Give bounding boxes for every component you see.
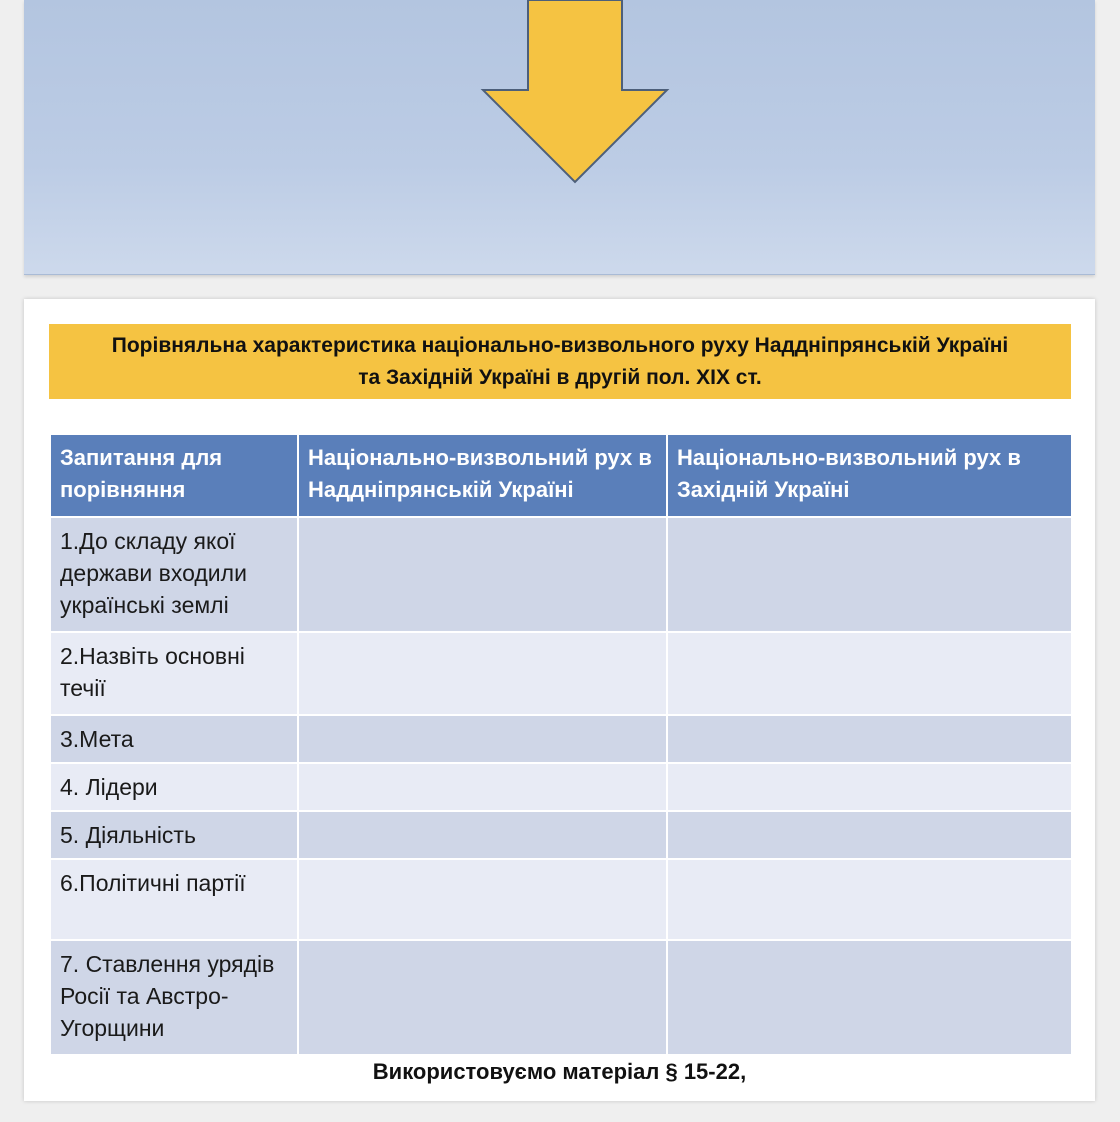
- table-row: [50, 940, 1072, 1055]
- table-row: [50, 715, 1072, 763]
- header-question: Запитання для порівняння: [50, 434, 298, 517]
- table-header-row: [50, 434, 1072, 517]
- answer-cell-zakhidna[interactable]: [667, 811, 1072, 859]
- title-banner: [49, 324, 1071, 399]
- answer-cell-naddnipryanska[interactable]: [298, 715, 667, 763]
- answer-cell-naddnipryanska[interactable]: [298, 517, 667, 632]
- answer-cell-naddnipryanska[interactable]: [298, 811, 667, 859]
- page-title: Порівняльна характеристика національно-визвольного руху Наддніпрянській Україні та Західній Україні в другій пол. ХІХ ст.: [111, 333, 1009, 389]
- answer-cell-zakhidna[interactable]: [667, 859, 1072, 940]
- top-slide: [24, 0, 1095, 275]
- answer-cell-zakhidna[interactable]: [667, 632, 1072, 715]
- footer-note: Використовуємо матеріал § 15-22,: [372, 1059, 747, 1084]
- question-cell: 4. Лідери: [50, 763, 298, 811]
- comparison-slide: [24, 299, 1095, 1101]
- question-cell: 5. Діяльність: [50, 811, 298, 859]
- question-cell: 3.Мета: [50, 715, 298, 763]
- answer-cell-naddnipryanska[interactable]: [298, 763, 667, 811]
- question-cell: 1.До складу якої держави входили українські землі: [50, 517, 298, 632]
- answer-cell-naddnipryanska[interactable]: [298, 632, 667, 715]
- answer-cell-zakhidna[interactable]: [667, 763, 1072, 811]
- question-cell: 7. Ставлення урядів Росії та Австро-Угорщини: [50, 940, 298, 1055]
- header-zakhidna: Національно-визвольний рух в Західній Україні: [667, 434, 1072, 517]
- answer-cell-naddnipryanska[interactable]: [298, 859, 667, 940]
- down-arrow-icon: [480, 0, 670, 185]
- answer-cell-zakhidna[interactable]: [667, 940, 1072, 1055]
- table-row: [50, 632, 1072, 715]
- answer-cell-zakhidna[interactable]: [667, 517, 1072, 632]
- table-row: [50, 859, 1072, 940]
- question-cell: 6.Політичні партії: [50, 859, 298, 940]
- table-row: [50, 763, 1072, 811]
- header-naddnipryanska: Національно-визвольний рух в Наддніпрянській Україні: [298, 434, 667, 517]
- answer-cell-zakhidna[interactable]: [667, 715, 1072, 763]
- answer-cell-naddnipryanska[interactable]: [298, 940, 667, 1055]
- comparison-table: [49, 433, 1073, 1056]
- table-row: [50, 517, 1072, 632]
- question-cell: 2.Назвіть основні течії: [50, 632, 298, 715]
- table-row: [50, 811, 1072, 859]
